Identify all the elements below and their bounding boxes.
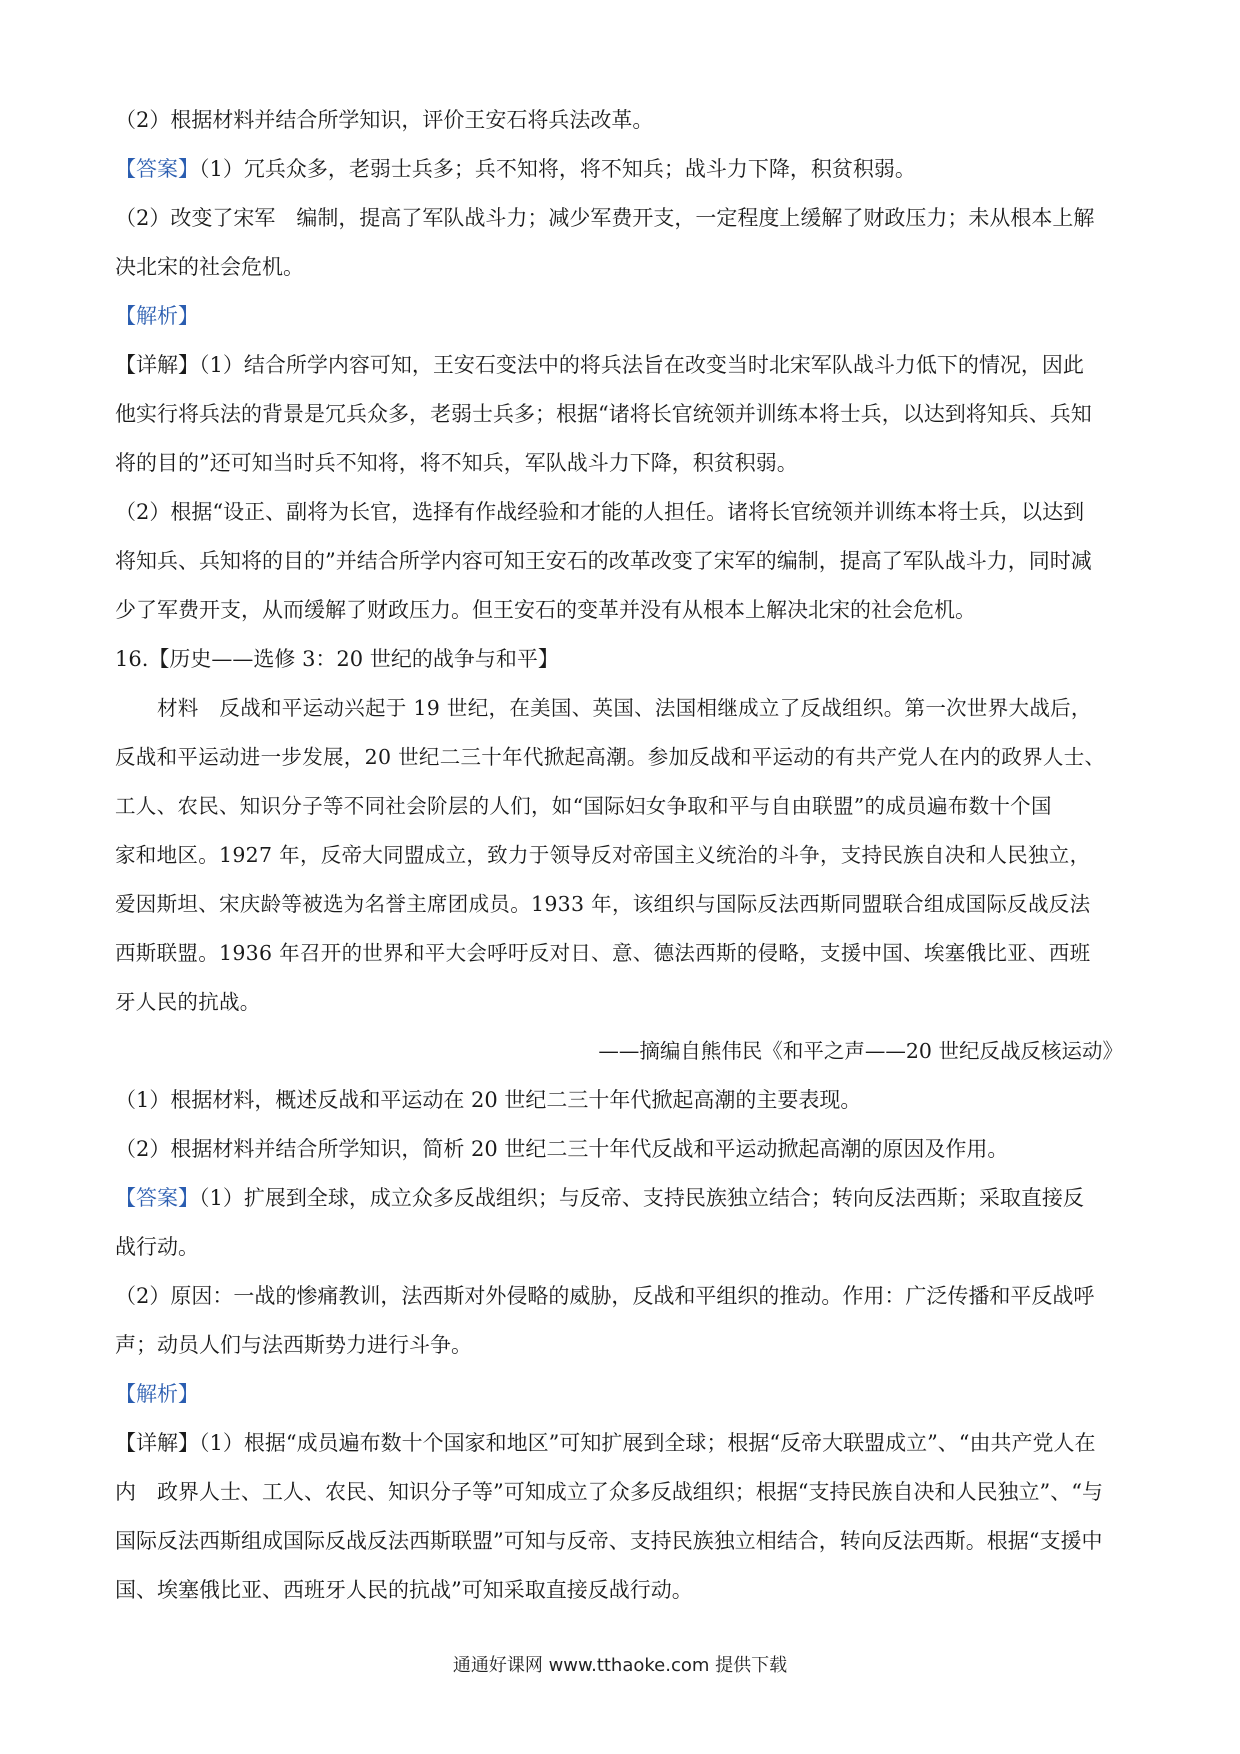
answer-tag: 【答案】 xyxy=(115,157,199,181)
q16-answer-line-4: 声；动员人们与法西斯势力进行斗争。 xyxy=(115,1333,472,1357)
q16-detail-line-1: 【详解】（1）根据“成员遍布数十个国家和地区”可知扩展到全球；根据“反帝大联盟成立”、“由共产党人在 xyxy=(115,1431,1096,1455)
q16-answer-line-2: 战行动。 xyxy=(115,1235,199,1259)
q16-detail-line-4: 国、埃塞俄比亚、西班牙人民的抗战”可知采取直接反战行动。 xyxy=(115,1578,693,1602)
q16-material-line-1: 材料 反战和平运动兴起于 19 世纪，在美国、英国、法国相继成立了反战组织。第一次世界大战后， xyxy=(157,696,1092,720)
q15-detail-line-2: 他实行将兵法的背景是冗兵众多，老弱士兵多；根据“诸将长官统领并训练本将士兵，以达到将知兵、兵知 xyxy=(115,402,1092,426)
q16-material-line-2: 反战和平运动进一步发展，20 世纪二三十年代掀起高潮。参加反战和平运动的有共产党人在内的政界人士、 xyxy=(115,745,1106,769)
q15-detail-line-6: 少了军费开支，从而缓解了财政压力。但王安石的变革并没有从根本上解决北宋的社会危机。 xyxy=(115,598,976,622)
q15-question-2: （2）根据材料并结合所学知识，评价王安石将兵法改革。 xyxy=(115,108,654,132)
document-body xyxy=(115,96,1135,1615)
q16-detail-line-3: 国际反法西斯组成国际反战反法西斯联盟”可知与反帝、支持民族独立相结合，转向反法西斯。根据“支援中 xyxy=(115,1529,1103,1553)
q16-material-line-7: 牙人民的抗战。 xyxy=(115,990,261,1014)
q16-material-line-5: 爱因斯坦、宋庆龄等被选为名誉主席团成员。1933 年，该组织与国际反法西斯同盟联合组成国际反战反法 xyxy=(115,892,1091,916)
q16-answer-line-1: 【答案】（1）扩展到全球，成立众多反战组织；与反帝、支持民族独立结合；转向反法西斯；采取直接反 xyxy=(115,1186,1084,1210)
q15-detail-line-3: 将的目的”还可知当时兵不知将，将不知兵，军队战斗力下降，积贫积弱。 xyxy=(115,451,798,475)
q16-material-line-6: 西斯联盟。1936 年召开的世界和平大会呼吁反对日、意、德法西斯的侵略，支援中国、埃塞俄比亚、西班 xyxy=(115,941,1091,965)
q16-material-source: ——摘编自熊伟民《和平之声——20 世纪反战反核运动》 xyxy=(598,1039,1123,1063)
q15-answer-line-3: 决北宋的社会危机。 xyxy=(115,255,304,279)
q16-detail-line-2: 内 政界人士、工人、农民、知识分子等”可知成立了众多反战组织；根据“支持民族自决和人民独立”、“与 xyxy=(115,1480,1103,1504)
q15-answer-line-2: （2）改变了宋军 编制，提高了军队战斗力；减少军费开支，一定程度上缓解了财政压力；未从根本上解 xyxy=(115,206,1095,230)
q16-answer-line-3: （2）原因：一战的惨痛教训，法西斯对外侵略的威胁，反战和平组织的推动。作用：广泛传播和平反战呼 xyxy=(115,1284,1095,1308)
q16-question-1: （1）根据材料，概述反战和平运动在 20 世纪二三十年代掀起高潮的主要表现。 xyxy=(115,1088,862,1112)
q16-material-line-4: 家和地区。1927 年，反帝大同盟成立，致力于领导反对帝国主义统治的斗争，支持民族自决和人民独立， xyxy=(115,843,1091,867)
q15-detail-line-4: （2）根据“设正、副将为长官，选择有作战经验和才能的人担任。诸将长官统领并训练本将士兵，以达到 xyxy=(115,500,1085,524)
answer-tag: 【答案】 xyxy=(115,1186,199,1210)
q15-detail-line-1: 【详解】（1）结合所学内容可知，王安石变法中的将兵法旨在改变当时北宋军队战斗力低下的情况，因此 xyxy=(115,353,1084,377)
q16-question-2: （2）根据材料并结合所学知识，简析 20 世纪二三十年代反战和平运动掀起高潮的原因及作用。 xyxy=(115,1137,1009,1161)
q16-material-line-3: 工人、农民、知识分子等不同社会阶层的人们，如“国际妇女争取和平与自由联盟”的成员遍布数十个国 xyxy=(115,794,1052,818)
analysis-tag: 【解析】 xyxy=(115,304,199,328)
analysis-tag: 【解析】 xyxy=(115,1382,199,1406)
q16-heading: 16.【历史——选修 3：20 世纪的战争与和平】 xyxy=(115,647,559,671)
q15-answer-line-1: 【答案】（1）冗兵众多，老弱士兵多；兵不知将，将不知兵；战斗力下降，积贫积弱。 xyxy=(115,157,916,181)
q15-detail-line-5: 将知兵、兵知将的目的”并结合所学内容可知王安石的改革改变了宋军的编制，提高了军队战斗力，同时减 xyxy=(115,549,1092,573)
page-footer: 通通好课网 www.tthaoke.com 提供下载 xyxy=(452,1655,788,1676)
